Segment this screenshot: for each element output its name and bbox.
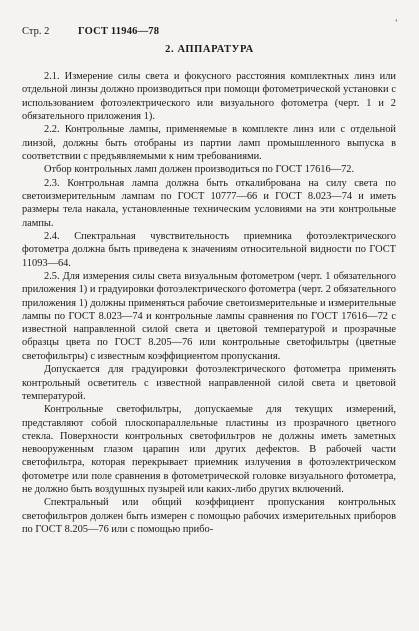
paragraph-2-4: 2.4. Спектральная чувствительность приемника фотоэлектрического фотометра должна быть приведена к значениям относительной видности по ГОСТ 11093—64. [22, 231, 396, 269]
page-number: Стр. 2 [22, 26, 50, 37]
document-code: ГОСТ 11946—78 [78, 26, 160, 37]
paragraph-2-2: 2.2. Контрольные лампы, применяемые в комплекте линз или с отдельной линзой, должны быть отобраны из партии ламп промышленного выпуска в соответствии с предъявляемыми к ним требованиями. [22, 124, 396, 162]
paragraph-allowance: Допускается для градуировки фотоэлектрического фотометра применять контрольный осветитель с известной направленной силой света и цветовой температурой. [22, 364, 396, 402]
paragraph-2-5: 2.5. Для измерения силы света визуальным фотометром (черт. 1 обязательного приложения 1) и градуировки фотоэлектрического фотометра (черт. 2 обязательного приложения 1) должны применяться рабочие светоизмерительные и измерительные лампы по ГОСТ 8.023—74 и контрольные лампы сравнения по ГОСТ 17616—72 с известной направленной силой света и цветовой температурой и прозрачные образцы цвета по ГОСТ 8.205—76 или контрольные светофильтры (цветные светофильтры) с известным коэффициентом пропускания. [22, 271, 396, 362]
corner-mark: ' [395, 18, 397, 28]
paragraph-2-1: 2.1. Измерение силы света и фокусного расстояния комплектных линз или отдельной линзы должно производиться при помощи фотометрической установки с использованием фотоэлектрического или визуального фотометра (черт. 1 и 2 обязательного приложения 1). [22, 71, 396, 122]
page-header [22, 18, 399, 40]
paragraph-2-3: 2.3. Контрольная лампа должна быть откалибрована на силу света по светоизмерительным лампам по ГОСТ 10777—66 и ГОСТ 8.023—74 и иметь размеры тела накала, установленные техническим условиями на эти контрольные лампы. [22, 177, 396, 229]
paragraph-filters: Контрольные светофильтры, допускаемые для текущих измерений, представляют собой плоскопараллельные пластины из прозрачного цветного стекла. Поверхности контрольных светофильтров не должны иметь заметных невооруженным глазом царапин или других дефектов. В рабочей части светофильтра, которая перекрывает приемник излучения в фотоэлектрическом фотометре или поле сравнения в фотометрической головке визуального фотометра, не должно быть воздушных пузырей или каких-либо других включений. [22, 404, 396, 495]
body-text [22, 70, 396, 536]
paragraph-transmittance: Спектральный или общий коэффициент пропускания контрольных светофильтров должен быть измерен с помощью рабочих измерительных приборов по ГОСТ 8.205—76 или с помощью прибо- [22, 497, 396, 535]
paragraph-lamp-selection: Отбор контрольных ламп должен производиться по ГОСТ 17616—72. [44, 164, 355, 176]
section-title: 2. АППАРАТУРА [165, 44, 254, 55]
